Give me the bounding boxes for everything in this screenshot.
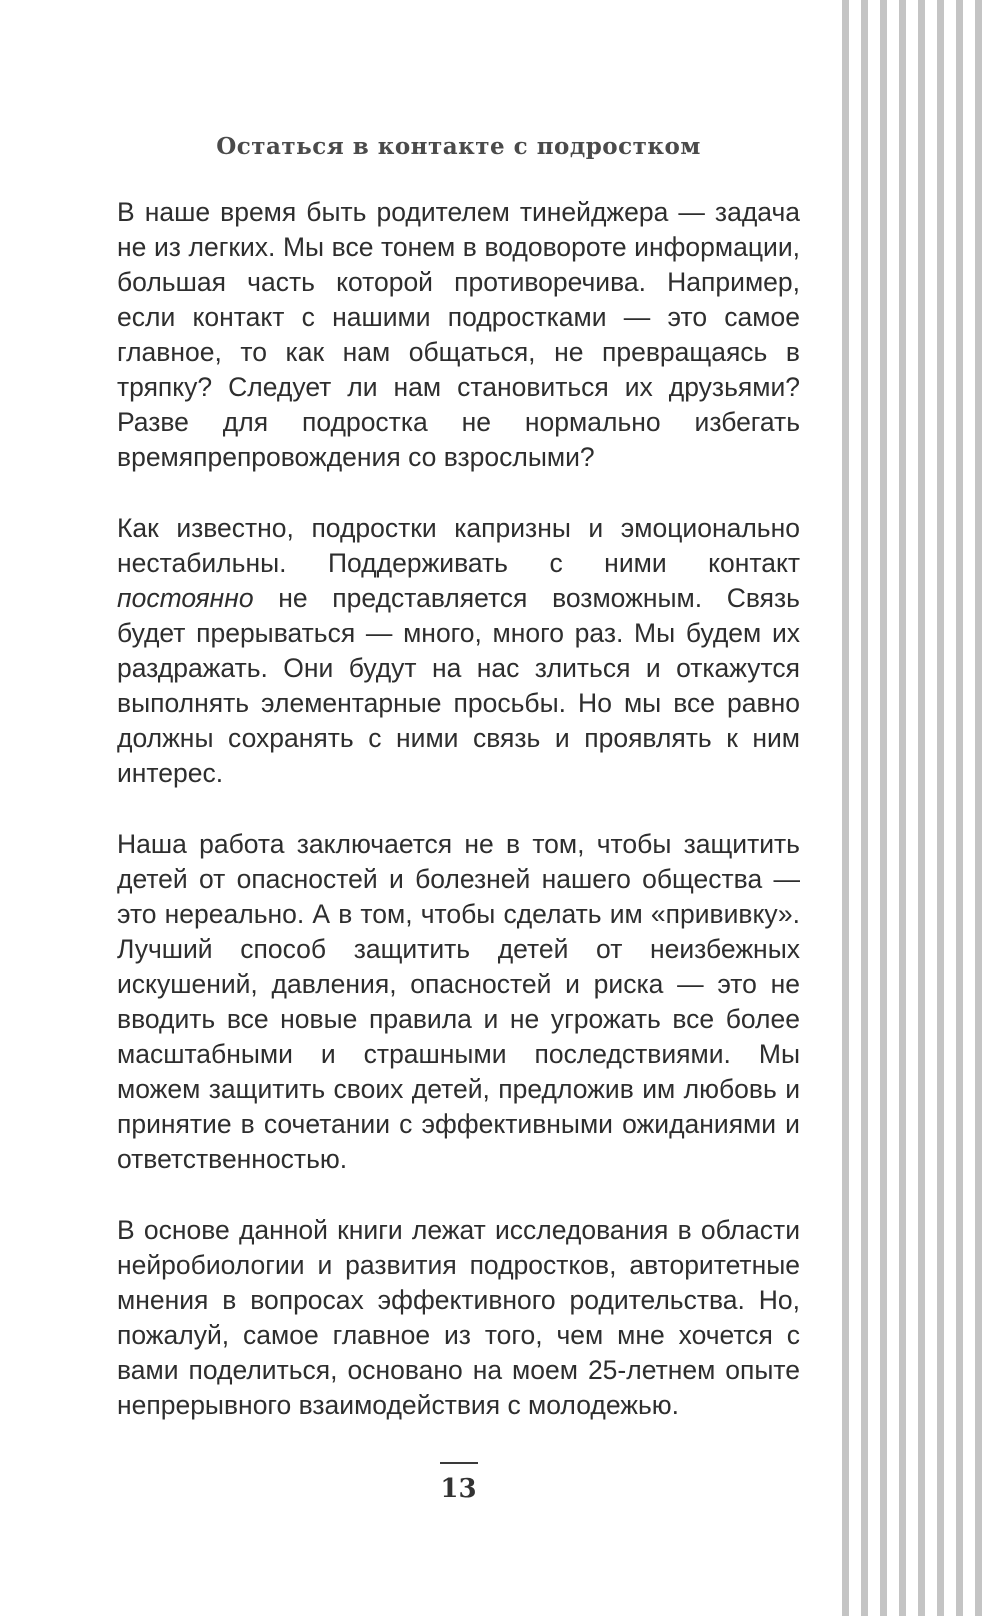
page-number: 13 (440, 1474, 477, 1504)
emphasis-text: постоянно (117, 583, 254, 613)
decorative-stripes (836, 0, 1000, 1616)
page-footer (117, 1462, 800, 1504)
stripe (937, 0, 944, 1616)
footer-rule (440, 1462, 478, 1464)
paragraph-text: В наше время быть родителем тинейджера — задача не из легких. Мы все тонем в водовороте информации, большая часть которой противоречива. Например, если контакт с нашими подростками — это самое главное, то как нам общаться, не превращаясь в тряпку? Следует ли нам становиться их друзьями? Разве для подростка не нормально избегать времяпрепровождения со взрослыми? (117, 197, 800, 472)
page-content (117, 133, 800, 1459)
paragraph-text: не представляется возможным. Связь будет прерываться — много, много раз. Мы будем их раздражать. Они будут на нас злиться и откажутся выполнять элементарные просьбы. Но мы все равно должны сохранять с ними связь и проявлять к ним интерес. (117, 583, 800, 788)
paragraph-text: В основе данной книги лежат исследования в области нейробиологии и развития подростков, авторитетные мнения в вопросах эффективного родительства. Но, пожалуй, самое главное из того, чем мне хочется с вами поделиться, основано на моем 25-летнем опыте непрерывного взаимодействия с молодежью. (117, 1215, 800, 1420)
paragraph-4 (117, 1213, 800, 1423)
stripe (956, 0, 963, 1616)
paragraph-text: Наша работа заключается не в том, чтобы защитить детей от опасностей и болезней нашего общества — это нереально. А в том, чтобы сделать им «прививку». Лучший способ защитить детей от неизбежных искушений, давления, опасностей и риска — это не вводить все новые правила и не угрожать все более масштабными и страшными последствиями. Мы можем защитить своих детей, предложив им любовь и принятие в сочетании с эффективными ожиданиями и ответственностью. (117, 829, 800, 1174)
stripe (842, 0, 849, 1616)
paragraph-3 (117, 827, 800, 1177)
stripe (918, 0, 925, 1616)
stripe (899, 0, 906, 1616)
stripe (861, 0, 868, 1616)
paragraph-2 (117, 511, 800, 791)
paragraph-1 (117, 195, 800, 475)
chapter-title: Остаться в контакте с подростком (216, 133, 701, 160)
stripe (975, 0, 982, 1616)
paragraph-text: Как известно, подростки капризны и эмоционально нестабильны. Поддерживать с ними контакт (117, 513, 800, 578)
stripe (880, 0, 887, 1616)
